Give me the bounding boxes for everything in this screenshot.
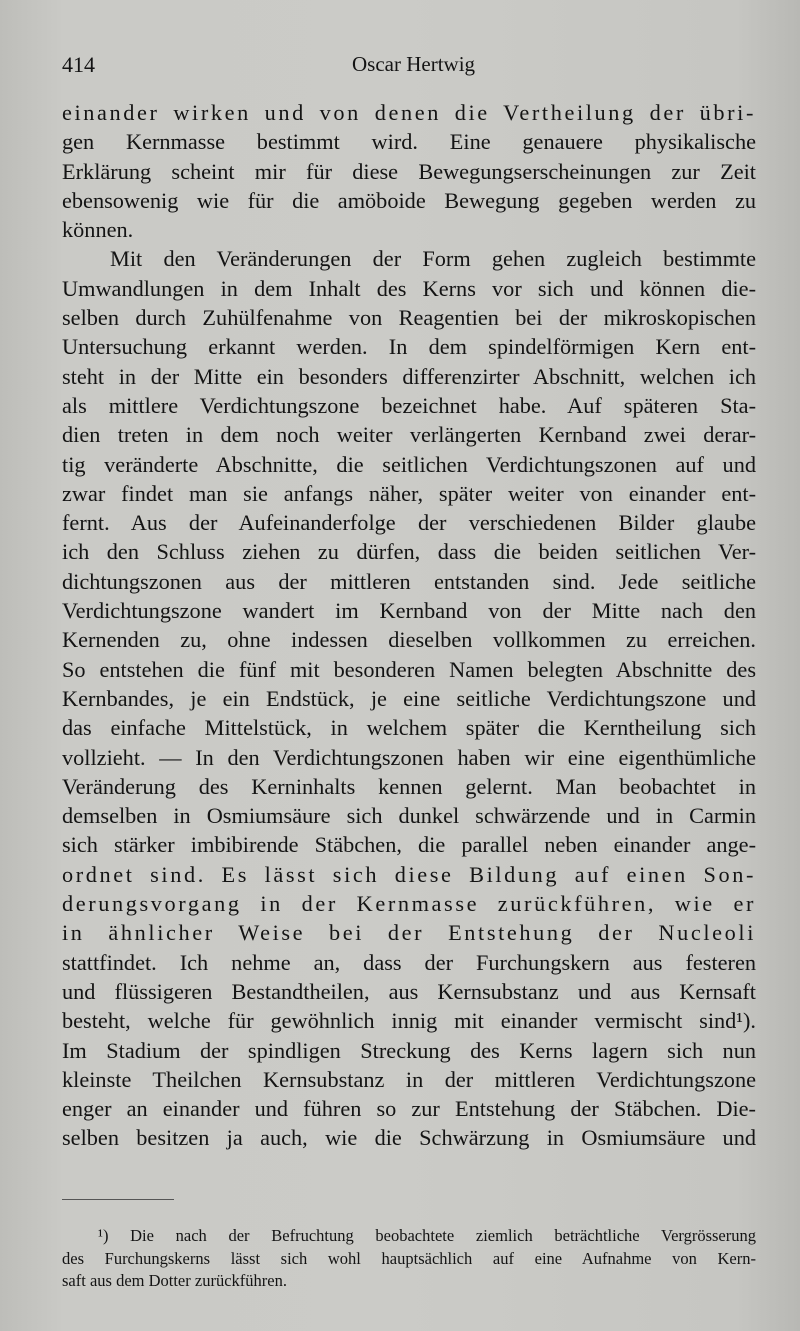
text-line: So entstehen die fünf mit besonderen Namen belegten Abschnitte des <box>62 656 756 682</box>
text-line: ebensowenig wie für die amöboide Bewegung gegeben werden zu <box>62 187 756 213</box>
text-line: dien treten in dem noch weiter verlängerten Kernband zwei derar- <box>62 422 756 448</box>
text-line: besteht, welche für gewöhnlich innig mit einander vermischt sind¹). <box>62 1008 756 1034</box>
text-line: dichtungszonen aus der mittleren entstanden sind. Jede seitliche <box>62 568 756 594</box>
page-header <box>62 52 756 86</box>
text-line: Kernenden zu, ohne indessen dieselben vollkommen zu erreichen. <box>62 627 756 653</box>
footnote-line: ¹) Die nach der Befruchtung beobachtete ziemlich beträchtliche Vergrösserung <box>98 1226 756 1245</box>
footnotes <box>62 1225 756 1293</box>
text-line: zwar findet man sie anfangs näher, später weiter von einander ent- <box>62 480 756 506</box>
text-line: Kernbandes, je ein Endstück, je eine seitliche Verdichtungszone und <box>62 685 756 711</box>
text-line: und flüssigeren Bestandtheilen, aus Kernsubstanz und aus Kernsaft <box>62 978 756 1004</box>
text-line: stattfindet. Ich nehme an, dass der Furchungskern aus festeren <box>62 949 756 975</box>
text-line: gen Kernmasse bestimmt wird. Eine genauere physikalische <box>62 129 756 155</box>
text-line: selben besitzen ja auch, wie die Schwärzung in Osmiumsäure und <box>62 1125 756 1151</box>
text-line: tig veränderte Abschnitte, die seitlichen Verdichtungszonen auf und <box>62 451 756 477</box>
running-head: Oscar Hertwig <box>352 52 476 76</box>
text-line: kleinste Theilchen Kernsubstanz in der mittleren Verdichtungszone <box>62 1066 756 1092</box>
text-line: als mittlere Verdichtungszone bezeichnet habe. Auf späteren Sta- <box>62 392 756 418</box>
text-line: sich stärker imbibirende Stäbchen, die parallel neben einander ange- <box>62 832 756 858</box>
text-line: selben durch Zuhülfenahme von Reagentien bei der mikroskopischen <box>62 305 756 331</box>
text-line: vollzieht. — In den Verdichtungszonen haben wir eine eigenthümliche <box>62 744 756 770</box>
text-line: können. <box>62 217 134 243</box>
text-line: Im Stadium der spindligen Streckung des Kerns lagern sich nun <box>62 1037 756 1063</box>
text-line: Veränderung des Kerninhalts kennen gelernt. Man beobachtet in <box>62 773 756 799</box>
text-line: in ähnlicher Weise bei der Entstehung der Nucleoli <box>62 920 756 946</box>
page-number: 414 <box>62 52 95 77</box>
text-line: steht in der Mitte ein besonders differenzirter Abschnitt, welchen ich <box>62 363 756 389</box>
text-line: ich den Schluss ziehen zu dürfen, dass die beiden seitlichen Ver- <box>62 539 756 565</box>
text-line: Untersuchung erkannt werden. In dem spindelförmigen Kern ent- <box>62 334 756 360</box>
text-line: Verdichtungszone wandert im Kernband von der Mitte nach den <box>62 598 756 624</box>
text-line: Mit den Veränderungen der Form gehen zugleich bestimmte <box>110 246 756 272</box>
text-line: enger an einander und führen so zur Entstehung der Stäbchen. Die- <box>62 1096 756 1122</box>
text-line: ordnet sind. Es lässt sich diese Bildung auf einen Son- <box>62 861 756 887</box>
body-text <box>62 98 756 1153</box>
text-line: Erklärung scheint mir für diese Bewegungserscheinungen zur Zeit <box>62 158 756 184</box>
footnote-line: saft aus dem Dotter zurückführen. <box>62 1271 287 1290</box>
text-line: derungsvorgang in der Kernmasse zurückführen, wie er <box>62 891 756 917</box>
text-line: einander wirken und von denen die Vertheilung der übri- <box>62 100 756 125</box>
text-line: fernt. Aus der Aufeinanderfolge der verschiedenen Bilder glaube <box>62 510 756 536</box>
text-line: Umwandlungen in dem Inhalt des Kerns vor sich und können die- <box>62 275 756 301</box>
footnote-line: des Furchungskerns lässt sich wohl hauptsächlich auf eine Aufnahme von Kern- <box>62 1248 756 1268</box>
footnote-rule <box>62 1199 174 1200</box>
text-line: demselben in Osmiumsäure sich dunkel schwärzende und in Carmin <box>62 803 756 829</box>
text-line: das einfache Mittelstück, in welchem später die Kerntheilung sich <box>62 715 756 741</box>
